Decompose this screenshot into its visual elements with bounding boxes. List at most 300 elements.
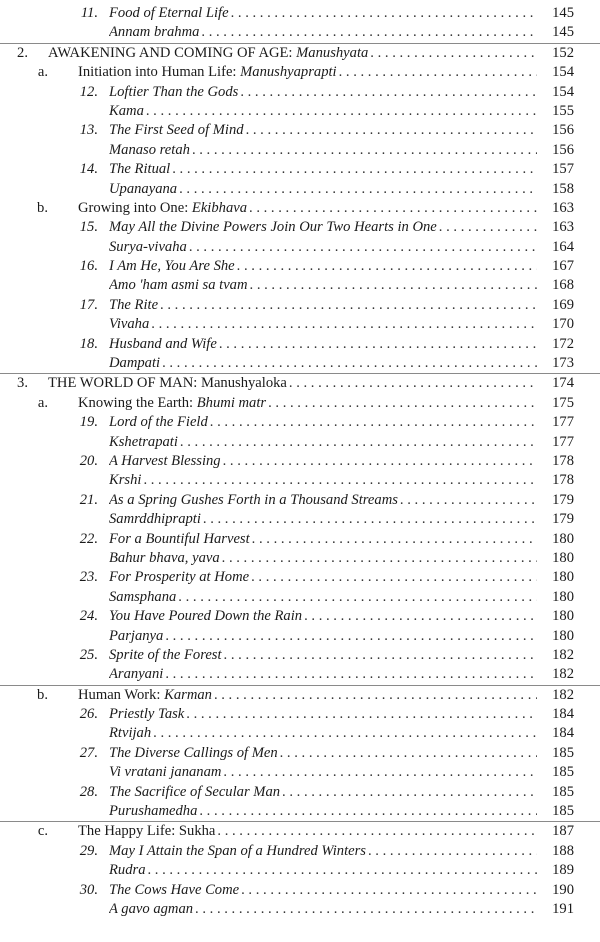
toc-entry-title-text: Manaso retah [109, 141, 190, 158]
toc-page-number: 185 [537, 744, 574, 763]
toc-entry-number: 2. [17, 44, 28, 61]
toc-entry [109, 627, 574, 646]
toc-row [0, 102, 600, 121]
toc-entry [48, 374, 574, 393]
toc-entry [109, 296, 574, 315]
toc-row [0, 335, 600, 354]
toc-entry-title-text: Lord of the Field [109, 414, 208, 431]
toc-entry-title [109, 783, 282, 802]
toc-page-number: 178 [537, 452, 574, 471]
toc-entry-number: 20. [79, 452, 98, 469]
toc-entry [109, 433, 574, 452]
toc-row [0, 296, 600, 315]
toc-entry-title-text: Parjanya [109, 627, 164, 644]
toc-entry [109, 354, 574, 373]
dot-leader [223, 452, 574, 471]
toc-entry-title-text: The First Seed of Mind [109, 122, 244, 139]
toc-page-number: 156 [537, 141, 574, 160]
toc-row [0, 842, 600, 861]
toc-page-number: 154 [537, 63, 574, 82]
toc-row [0, 43, 600, 63]
toc-entry-title [109, 452, 223, 471]
toc-entry-number: 17. [79, 296, 98, 313]
toc-row [0, 257, 600, 276]
toc-entry-title [109, 549, 222, 568]
dot-leader [147, 861, 574, 880]
toc-entry [109, 4, 574, 23]
toc-row [0, 471, 600, 490]
toc-row [0, 861, 600, 880]
toc-row [0, 373, 600, 393]
toc-page-number: 154 [537, 83, 574, 102]
toc-entry-title [109, 471, 143, 490]
dot-leader [223, 763, 574, 782]
toc-entry-title [109, 413, 210, 432]
toc-entry-title [109, 83, 240, 102]
toc-entry [109, 257, 574, 276]
toc-entry-title-text: Vi vratani jananam [109, 764, 222, 781]
toc-page-number: 180 [537, 530, 574, 549]
dot-leader [252, 530, 574, 549]
toc-entry-title [109, 530, 252, 549]
toc-row [0, 452, 600, 471]
toc-entry [109, 783, 574, 802]
toc-entry [109, 238, 574, 257]
toc-entry [109, 724, 574, 743]
toc-entry [109, 141, 574, 160]
toc-entry-title-text: Human Work: [78, 686, 165, 703]
toc-entry-title [78, 394, 268, 413]
toc-entry-number: 14. [79, 161, 98, 178]
toc-entry-title-text: Priestly Task [109, 706, 185, 723]
toc-entry-subtitle: Karman [164, 686, 212, 703]
dot-leader [240, 83, 574, 102]
toc-row [0, 63, 600, 82]
toc-page-number: 175 [537, 394, 574, 413]
toc-entry-title-text: Dampati [109, 355, 161, 372]
toc-entry [109, 160, 574, 179]
toc-row [0, 627, 600, 646]
toc-page-number: 180 [537, 627, 574, 646]
toc-entry-title-text: Amo 'ham asmi sa tvam [109, 277, 248, 294]
toc-row [0, 180, 600, 199]
toc-row [0, 510, 600, 529]
toc-entry-title [109, 296, 160, 315]
toc-entry-title-text: A gavo agman [109, 900, 194, 917]
toc-entry-title-text: Initiation into Human Life: [78, 64, 241, 81]
toc-entry-number: 22. [79, 530, 98, 547]
toc-page-number: 172 [537, 335, 574, 354]
toc-page-number: 164 [537, 238, 574, 257]
dot-leader [237, 257, 574, 276]
toc-entry-title [109, 257, 237, 276]
toc-page-number: 158 [537, 180, 574, 199]
toc-page-number: 180 [537, 568, 574, 587]
toc-entry-title-text: Upanayana [109, 180, 178, 197]
toc-entry [109, 646, 574, 665]
toc-entry-title [78, 822, 217, 841]
dot-leader [192, 141, 574, 160]
toc-entry-title-text: Samrddhiprapti [109, 511, 201, 528]
table-of-contents [0, 4, 600, 919]
toc-page-number: 180 [537, 607, 574, 626]
toc-entry [109, 102, 574, 121]
toc-entry-title-text: The Happy Life: Sukha [78, 823, 216, 840]
dot-leader [160, 296, 574, 315]
toc-entry-number: 26. [79, 706, 98, 723]
toc-page-number: 180 [537, 588, 574, 607]
toc-entry [109, 705, 574, 724]
dot-leader [241, 881, 574, 900]
dot-leader [282, 783, 574, 802]
toc-entry-number: 23. [79, 569, 98, 586]
toc-entry-title [109, 335, 219, 354]
toc-entry-title-text: Food of Eternal Life [109, 5, 229, 21]
toc-entry [109, 607, 574, 626]
toc-row [0, 276, 600, 295]
toc-entry-title-text: The Cows Have Come [109, 881, 240, 898]
toc-page-number: 178 [537, 471, 574, 490]
dot-leader [146, 102, 574, 121]
dot-leader [222, 549, 574, 568]
toc-entry-title-text: A Harvest Blessing [109, 452, 221, 469]
toc-entry [78, 199, 574, 218]
toc-entry-title [109, 238, 189, 257]
toc-row [0, 160, 600, 179]
toc-entry [109, 452, 574, 471]
toc-entry-title [109, 881, 241, 900]
toc-entry-title-text: For a Bountiful Harvest [109, 530, 250, 547]
toc-entry [109, 315, 574, 334]
toc-row [0, 394, 600, 413]
toc-entry-title-text: For Prosperity at Home [109, 569, 250, 586]
dot-leader [203, 510, 574, 529]
toc-entry-title-text: Rudra [109, 862, 146, 879]
toc-row [0, 821, 600, 841]
toc-row [0, 413, 600, 432]
toc-entry-number: 30. [79, 881, 98, 898]
dot-leader [153, 724, 574, 743]
toc-page-number: 185 [537, 783, 574, 802]
toc-entry [78, 686, 574, 705]
toc-entry-title-text: Samsphana [109, 588, 177, 605]
toc-row [0, 646, 600, 665]
toc-entry [109, 510, 574, 529]
toc-entry-title [109, 160, 172, 179]
toc-entry-number: 27. [79, 744, 98, 761]
dot-leader [189, 238, 574, 257]
dot-leader [165, 665, 574, 684]
toc-entry-title [109, 276, 250, 295]
dot-leader [268, 394, 574, 413]
toc-entry [109, 83, 574, 102]
toc-page-number: 179 [537, 491, 574, 510]
toc-row [0, 744, 600, 763]
toc-row [0, 491, 600, 510]
toc-entry [109, 491, 574, 510]
dot-leader [178, 588, 574, 607]
toc-page-number: 170 [537, 315, 574, 334]
dot-leader [289, 374, 574, 393]
toc-entry-title-text: Aranyani [109, 666, 164, 683]
toc-entry-title-text: Krshi [109, 472, 142, 489]
toc-entry-title [109, 121, 246, 140]
toc-page-number: 163 [537, 218, 574, 237]
toc-row [0, 724, 600, 743]
toc-row [0, 665, 600, 684]
toc-entry-number: 13. [79, 122, 98, 139]
toc-entry [78, 394, 574, 413]
toc-entry-title-text: The Rite [109, 296, 159, 313]
dot-leader [246, 121, 574, 140]
dot-leader [249, 199, 574, 218]
toc-entry-title-text: THE WORLD OF MAN: Manushyaloka [48, 375, 287, 392]
toc-entry-title-text: Sprite of the Forest [109, 646, 222, 663]
dot-leader [143, 471, 574, 490]
toc-entry-number: 24. [79, 608, 98, 625]
toc-entry-title [78, 686, 214, 705]
dot-leader [219, 335, 574, 354]
toc-entry-title [109, 665, 165, 684]
dot-leader [165, 627, 574, 646]
toc-entry-title [109, 646, 224, 665]
toc-entry-number: a. [37, 64, 48, 81]
toc-entry [109, 881, 574, 900]
toc-entry-subtitle: Manushyaprapti [240, 64, 337, 81]
toc-entry-number: 18. [79, 335, 98, 352]
toc-page-number: 177 [537, 413, 574, 432]
toc-entry-title-text: As a Spring Gushes Forth in a Thousand Streams [109, 491, 398, 508]
toc-entry-title-text: Vivaha [109, 316, 150, 333]
toc-entry [109, 568, 574, 587]
toc-page-number: 182 [537, 686, 574, 705]
toc-entry-title [78, 63, 339, 82]
toc-entry-title-text: The Ritual [109, 161, 171, 178]
toc-page-number: 191 [537, 900, 574, 919]
toc-entry-number: 12. [79, 83, 98, 100]
toc-page-number: 185 [537, 802, 574, 821]
toc-page-number: 182 [537, 646, 574, 665]
toc-page-number: 174 [537, 374, 574, 393]
toc-entry-title-text: You Have Poured Down the Rain [109, 608, 303, 625]
toc-page-number: 145 [537, 23, 574, 42]
toc-page-number: 169 [537, 296, 574, 315]
toc-entry-title [109, 627, 165, 646]
toc-row [0, 4, 600, 23]
toc-entry-subtitle: Manushyata [296, 44, 369, 61]
toc-row [0, 685, 600, 705]
toc-row [0, 802, 600, 821]
toc-entry-title-text: The Diverse Callings of Men [109, 744, 278, 761]
toc-entry [109, 121, 574, 140]
toc-row [0, 607, 600, 626]
dot-leader [180, 433, 574, 452]
toc-entry-title [109, 433, 180, 452]
toc-entry [109, 218, 574, 237]
toc-entry-number: 25. [79, 646, 98, 663]
toc-entry-title [109, 705, 186, 724]
toc-page-number: 157 [537, 160, 574, 179]
dot-leader [251, 568, 574, 587]
toc-entry-number: b. [37, 199, 48, 216]
toc-row [0, 315, 600, 334]
toc-page-number: 180 [537, 549, 574, 568]
toc-row [0, 783, 600, 802]
toc-entry-title [109, 588, 178, 607]
toc-entry-title [109, 861, 147, 880]
toc-entry-subtitle: Ekibhava [191, 199, 248, 216]
toc-entry-title-text: Husband and Wife [109, 335, 217, 352]
dot-leader [224, 646, 574, 665]
toc-page-number: 156 [537, 121, 574, 140]
toc-entry-number: 16. [79, 258, 98, 275]
toc-page-number: 190 [537, 881, 574, 900]
toc-entry [109, 530, 574, 549]
toc-entry-number: 3. [17, 375, 28, 392]
toc-entry-title-text: Knowing the Earth: [78, 394, 197, 411]
toc-entry [109, 549, 574, 568]
toc-row [0, 433, 600, 452]
toc-page-number: 185 [537, 763, 574, 782]
toc-page-number: 188 [537, 842, 574, 861]
dot-leader [201, 23, 574, 42]
dot-leader [304, 607, 574, 626]
toc-entry [109, 413, 574, 432]
toc-entry-title [109, 607, 304, 626]
toc-row [0, 900, 600, 919]
toc-entry-title [109, 102, 146, 121]
toc-entry-title-text: The Sacrifice of Secular Man [109, 783, 281, 800]
toc-page-number: 152 [537, 44, 574, 63]
dot-leader [186, 705, 574, 724]
toc-page-number: 182 [537, 665, 574, 684]
toc-entry-title [78, 199, 249, 218]
dot-leader [199, 802, 574, 821]
toc-entry-title [109, 510, 203, 529]
toc-row [0, 354, 600, 373]
toc-entry-title [109, 4, 231, 23]
toc-entry-title [109, 354, 162, 373]
dot-leader [151, 315, 574, 334]
toc-entry-title-text: May All the Divine Powers Join Our Two Hearts in One [109, 219, 437, 236]
toc-row [0, 238, 600, 257]
toc-entry [48, 44, 574, 63]
toc-entry-number: c. [37, 823, 48, 840]
toc-entry-number: 19. [79, 414, 98, 431]
dot-leader [210, 413, 574, 432]
toc-entry-title-text: AWAKENING AND COMING OF AGE: [48, 44, 297, 61]
toc-entry [109, 471, 574, 490]
toc-entry-title [109, 842, 368, 861]
toc-row [0, 568, 600, 587]
toc-entry-title [109, 900, 195, 919]
toc-row [0, 218, 600, 237]
toc-page-number: 179 [537, 510, 574, 529]
toc-entry [109, 842, 574, 861]
toc-entry-title-text: Surya-vivaha [109, 238, 187, 255]
toc-entry-number: 11. [80, 5, 98, 21]
toc-entry-title [109, 315, 151, 334]
toc-row [0, 121, 600, 140]
toc-entry-number: 29. [79, 842, 98, 859]
toc-entry [109, 180, 574, 199]
toc-entry-title-text: Rtvijah [109, 725, 152, 742]
dot-leader [162, 354, 574, 373]
toc-entry-number: 21. [79, 491, 98, 508]
toc-row [0, 549, 600, 568]
toc-entry [109, 763, 574, 782]
toc-row [0, 530, 600, 549]
toc-entry [109, 744, 574, 763]
toc-page-number: 168 [537, 276, 574, 295]
toc-entry [109, 335, 574, 354]
toc-entry [78, 63, 574, 82]
toc-entry-title-text: Kshetrapati [109, 433, 178, 450]
dot-leader [280, 744, 574, 763]
dot-leader [214, 686, 574, 705]
dot-leader [250, 276, 574, 295]
toc-entry [109, 23, 574, 42]
toc-row [0, 199, 600, 218]
toc-entry-title [109, 23, 201, 42]
toc-entry [109, 802, 574, 821]
toc-entry-number: 28. [79, 783, 98, 800]
toc-entry-title-text: Growing into One: [78, 199, 192, 216]
toc-entry [78, 822, 574, 841]
dot-leader [231, 4, 574, 23]
toc-entry-title-text: Loftier Than the Gods [109, 83, 239, 100]
toc-row [0, 23, 600, 42]
toc-entry-subtitle: Bhumi matr [196, 394, 267, 411]
toc-page-number: 177 [537, 433, 574, 452]
dot-leader [217, 822, 574, 841]
toc-entry-title [48, 374, 289, 393]
toc-entry-title-text: I Am He, You Are She [109, 258, 235, 275]
toc-entry-number: b. [37, 686, 48, 703]
toc-entry [109, 900, 574, 919]
toc-row [0, 141, 600, 160]
toc-entry-title [109, 180, 179, 199]
toc-entry-title-text: Annam brahma [109, 24, 200, 41]
toc-row [0, 83, 600, 102]
toc-entry [109, 861, 574, 880]
toc-entry-number: 15. [79, 219, 98, 236]
toc-entry [109, 276, 574, 295]
dot-leader [172, 160, 574, 179]
toc-page-number: 189 [537, 861, 574, 880]
toc-entry-title [48, 44, 370, 63]
dot-leader [195, 900, 574, 919]
toc-page-number: 163 [537, 199, 574, 218]
toc-row [0, 705, 600, 724]
toc-entry-title [109, 568, 251, 587]
toc-entry-title [109, 141, 192, 160]
toc-page-number: 145 [537, 4, 574, 23]
toc-entry-title [109, 802, 199, 821]
toc-page-number: 155 [537, 102, 574, 121]
toc-entry-title [109, 744, 280, 763]
toc-entry-title-text: Bahur bhava, yava [109, 549, 220, 566]
toc-entry-title-text: Kama [109, 102, 144, 119]
toc-entry [109, 665, 574, 684]
toc-page-number: 187 [537, 822, 574, 841]
toc-entry [109, 588, 574, 607]
toc-entry-number: a. [37, 394, 48, 411]
toc-page-number: 184 [537, 705, 574, 724]
toc-entry-title [109, 763, 223, 782]
toc-row [0, 588, 600, 607]
toc-entry-title-text: May I Attain the Span of a Hundred Winters [109, 842, 366, 859]
